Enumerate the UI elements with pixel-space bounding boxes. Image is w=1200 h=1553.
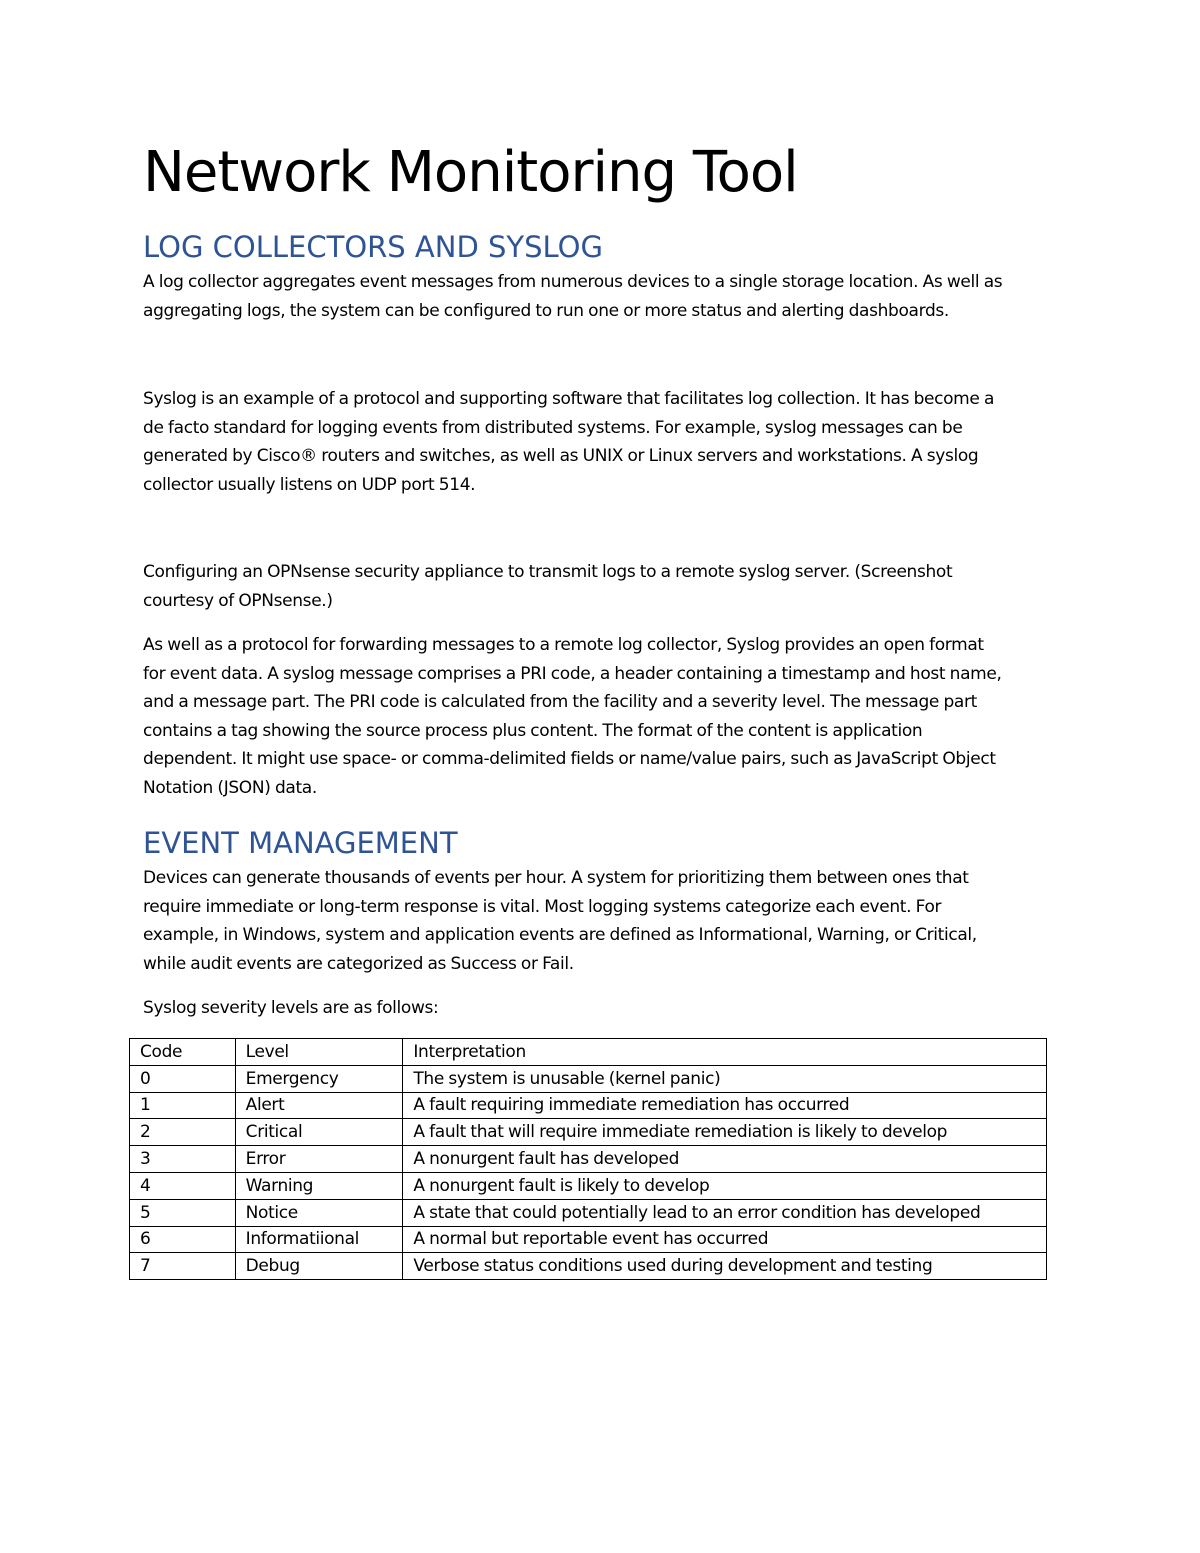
- cell-code: 3: [130, 1146, 236, 1173]
- text-line: Devices can generate thousands of events per hour. A system for prioritizing them between ones that: [143, 868, 969, 888]
- cell-interpretation: Verbose status conditions used during development and testing: [403, 1253, 1047, 1280]
- cell-interpretation: A nonurgent fault has developed: [403, 1146, 1047, 1173]
- header-cell-level: Level: [235, 1039, 403, 1066]
- table-row: [130, 1172, 1047, 1199]
- cell-level: Critical: [235, 1119, 403, 1146]
- document-title: Network Monitoring Tool: [143, 140, 798, 205]
- paragraph-syslog-intro: [143, 385, 1058, 499]
- paragraph-severity-intro: [143, 994, 1058, 1023]
- cell-interpretation: A nonurgent fault is likely to develop: [403, 1172, 1047, 1199]
- text-line: aggregating logs, the system can be configured to run one or more status and alerting dashboards.: [143, 300, 949, 321]
- table-row: [130, 1119, 1047, 1146]
- cell-code: 7: [130, 1253, 236, 1280]
- section-heading-log-collectors: LOG COLLECTORS AND SYSLOG: [143, 230, 603, 264]
- text-line: contains a tag showing the source process plus content. The format of the content is application: [143, 720, 923, 741]
- cell-level: Notice: [235, 1199, 403, 1226]
- severity-levels-table: [129, 1038, 1047, 1280]
- table-row: [130, 1226, 1047, 1253]
- text-line: for event data. A syslog message comprises a PRI code, a header containing a timestamp and host name,: [143, 663, 1002, 684]
- text-line: de facto standard for logging events from distributed systems. For example, syslog messages can be: [143, 417, 963, 438]
- cell-interpretation: A fault requiring immediate remediation has occurred: [403, 1092, 1047, 1119]
- table-header-row: [130, 1039, 1047, 1066]
- cell-interpretation: The system is unusable (kernel panic): [403, 1065, 1047, 1092]
- cell-code: 6: [130, 1226, 236, 1253]
- text-line: require immediate or long-term response is vital. Most logging systems categorize each event. For: [143, 896, 942, 917]
- table-row: [130, 1092, 1047, 1119]
- paragraph-syslog-format: [143, 631, 1058, 803]
- table-row: [130, 1065, 1047, 1092]
- paragraph-log-collector-intro: [143, 268, 1058, 325]
- text-line: As well as a protocol for forwarding messages to a remote log collector, Syslog provides an open format: [143, 635, 984, 655]
- section-heading-event-management: EVENT MANAGEMENT: [143, 826, 458, 860]
- text-line: generated by Cisco® routers and switches, as well as UNIX or Linux servers and workstations. A syslog: [143, 446, 979, 467]
- cell-level: Emergency: [235, 1065, 403, 1092]
- cell-interpretation: A fault that will require immediate remediation is likely to develop: [403, 1119, 1047, 1146]
- text-line: Notation (JSON) data.: [143, 777, 317, 798]
- text-line: dependent. It might use space- or comma-delimited fields or name/value pairs, such as JavaScript Object: [143, 749, 996, 770]
- text-line: A log collector aggregates event messages from numerous devices to a single storage location. As well as: [143, 272, 1003, 292]
- cell-level: Informatiional: [235, 1226, 403, 1253]
- cell-code: 2: [130, 1119, 236, 1146]
- paragraph-event-management: [143, 864, 1058, 978]
- text-line: collector usually listens on UDP port 514.: [143, 474, 476, 495]
- table-row: [130, 1199, 1047, 1226]
- text-line: courtesy of OPNsense.): [143, 590, 333, 611]
- header-cell-code: Code: [130, 1039, 236, 1066]
- cell-interpretation: A normal but reportable event has occurred: [403, 1226, 1047, 1253]
- text-line: Syslog severity levels are as follows:: [143, 998, 439, 1018]
- text-line: example, in Windows, system and application events are defined as Informational, Warning, or Critical,: [143, 925, 977, 946]
- text-line: Syslog is an example of a protocol and supporting software that facilitates log collection. It has become a: [143, 389, 995, 409]
- cell-code: 1: [130, 1092, 236, 1119]
- cell-code: 5: [130, 1199, 236, 1226]
- table-row: [130, 1146, 1047, 1173]
- cell-level: Alert: [235, 1092, 403, 1119]
- cell-code: 4: [130, 1172, 236, 1199]
- table-row: [130, 1253, 1047, 1280]
- cell-level: Warning: [235, 1172, 403, 1199]
- header-cell-interpretation: Interpretation: [403, 1039, 1047, 1066]
- text-line: Configuring an OPNsense security appliance to transmit logs to a remote syslog server. (Screenshot: [143, 562, 953, 582]
- cell-code: 0: [130, 1065, 236, 1092]
- text-line: and a message part. The PRI code is calculated from the facility and a severity level. The message part: [143, 692, 977, 713]
- cell-level: Error: [235, 1146, 403, 1173]
- paragraph-opnsense-caption: [143, 558, 1058, 615]
- cell-interpretation: A state that could potentially lead to an error condition has developed: [403, 1199, 1047, 1226]
- text-line: while audit events are categorized as Success or Fail.: [143, 953, 574, 974]
- cell-level: Debug: [235, 1253, 403, 1280]
